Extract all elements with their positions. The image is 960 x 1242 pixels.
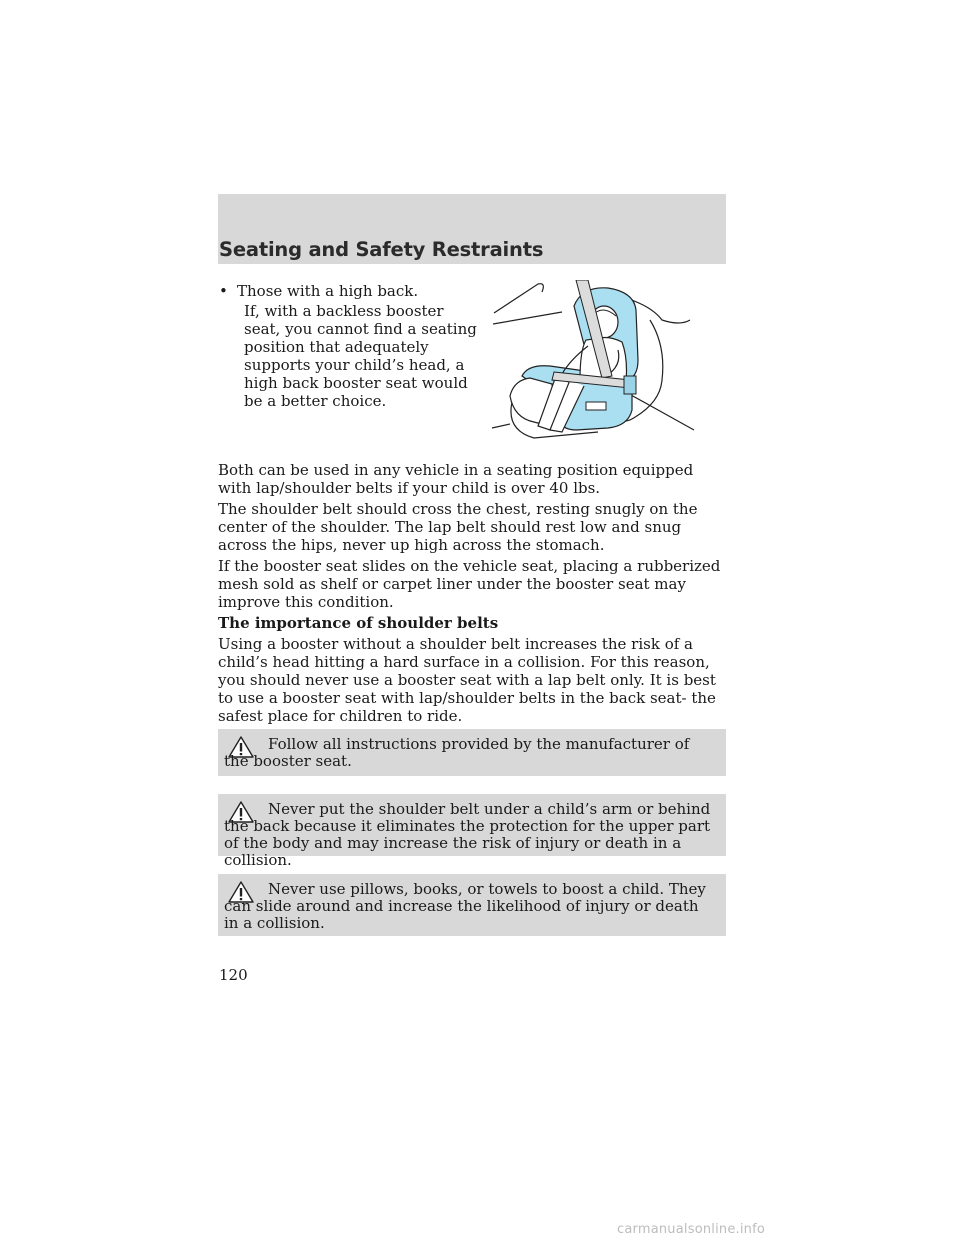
warning-text: Never put the shoulder belt under a child’s arm or behind the back because it eliminates the protection for the upper part of the body and may increase the risk of injury or death in a collision. — [224, 800, 711, 869]
bullet-text: Those with a high back. — [237, 282, 419, 300]
warning-text: Follow all instructions provided by the manufacturer of the booster seat. — [224, 735, 690, 770]
warning-box — [218, 874, 726, 936]
warning-box — [218, 729, 726, 776]
section-title: Seating and Safety Restraints — [219, 238, 544, 261]
bullet-marker: • — [219, 282, 228, 300]
booster-seat-illustration — [490, 280, 696, 442]
both-paragraph: Both can be used in any vehicle in a seating position equipped with lap/shoulder belts if your child is over 40 lbs. — [218, 461, 694, 497]
backless-paragraph: If, with a backless booster seat, you cannot find a seating position that adequately supports your child’s head, a high back booster seat would be a better choice. — [244, 302, 477, 410]
warning-text: Never use pillows, books, or towels to boost a child. They can slide around and increase the likelihood of injury or death in a collision. — [224, 880, 706, 932]
footer-watermark: carmanualsonline.info — [617, 1222, 766, 1237]
page-number: 120 — [219, 966, 248, 984]
shoulder-belts-subheading: The importance of shoulder belts — [218, 614, 499, 632]
booster-slides-paragraph: If the booster seat slides on the vehicle seat, placing a rubberized mesh sold as shelf or carpet liner under the booster seat may improve this condition. — [218, 557, 721, 611]
shoulder-belt-paragraph: The shoulder belt should cross the chest, resting snugly on the center of the shoulder. The lap belt should rest low and snug across the hips, never up high across the stomach. — [218, 500, 698, 554]
importance-paragraph: Using a booster without a shoulder belt increases the risk of a child’s head hitting a hard surface in a collision. For this reason, you should never use a booster seat with a lap belt only. It is best to use a booster seat with lap/shoulder belts in the back seat- the safest place for children to ride. — [218, 635, 716, 725]
warning-box — [218, 794, 726, 869]
